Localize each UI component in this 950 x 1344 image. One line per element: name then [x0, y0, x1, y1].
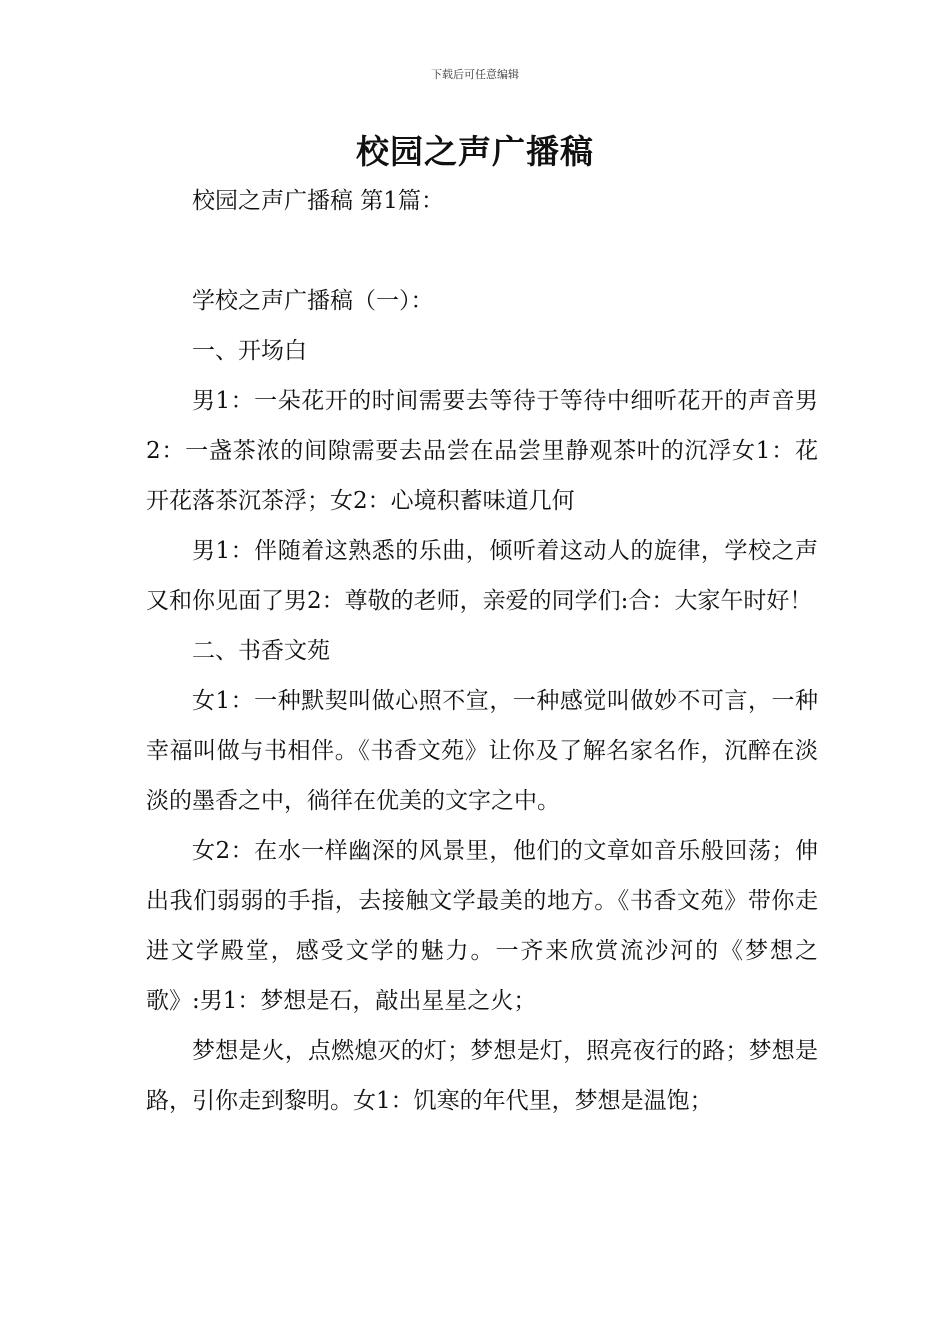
paragraph: 男1：伴随着这熟悉的乐曲，倾听着这动人的旋律，学校之声又和你见面了男2：尊敬的老师，亲爱的同学们:合：大家午时好！	[146, 538, 818, 614]
header-note: 下载后可任意编辑	[431, 68, 519, 81]
paragraph: 女2：在水一样幽深的风景里，他们的文章如音乐般回荡；伸出我们弱弱的手指，去接触文学最美的地方。《书香文苑》带你走进文学殿堂，感受文学的魅力。一齐来欣赏流沙河的《梦想之歌》:男1：梦想是石，敲出星星之火；	[146, 838, 818, 1014]
paragraph: 女1：一种默契叫做心照不宣，一种感觉叫做妙不可言，一种幸福叫做与书相伴。《书香文苑》让你及了解名家名作，沉醉在淡淡的墨香之中，徜徉在优美的文字之中。	[146, 688, 818, 814]
paragraph-section-title: 学校之声广播稿（一）：	[192, 288, 434, 314]
paragraph-heading-books: 二、书香文苑	[192, 638, 330, 664]
paragraph: 男1：一朵花开的时间需要去等待于等待中细听花开的声音男2：一盏茶浓的间隙需要去品尝在品尝里静观茶叶的沉浮女1：花开花落茶沉茶浮；女2：心境积蓄味道几何	[146, 388, 818, 514]
paragraph: 梦想是火，点燃熄灭的灯；梦想是灯，照亮夜行的路；梦想是路，引你走到黎明。女1：饥寒的年代里，梦想是温饱；	[146, 1038, 818, 1114]
document-body	[146, 176, 818, 1126]
document-title: 校园之声广播稿	[356, 132, 594, 171]
paragraph-heading-opening: 一、开场白	[192, 338, 307, 364]
paragraph-subtitle: 校园之声广播稿 第1篇：	[192, 188, 444, 214]
